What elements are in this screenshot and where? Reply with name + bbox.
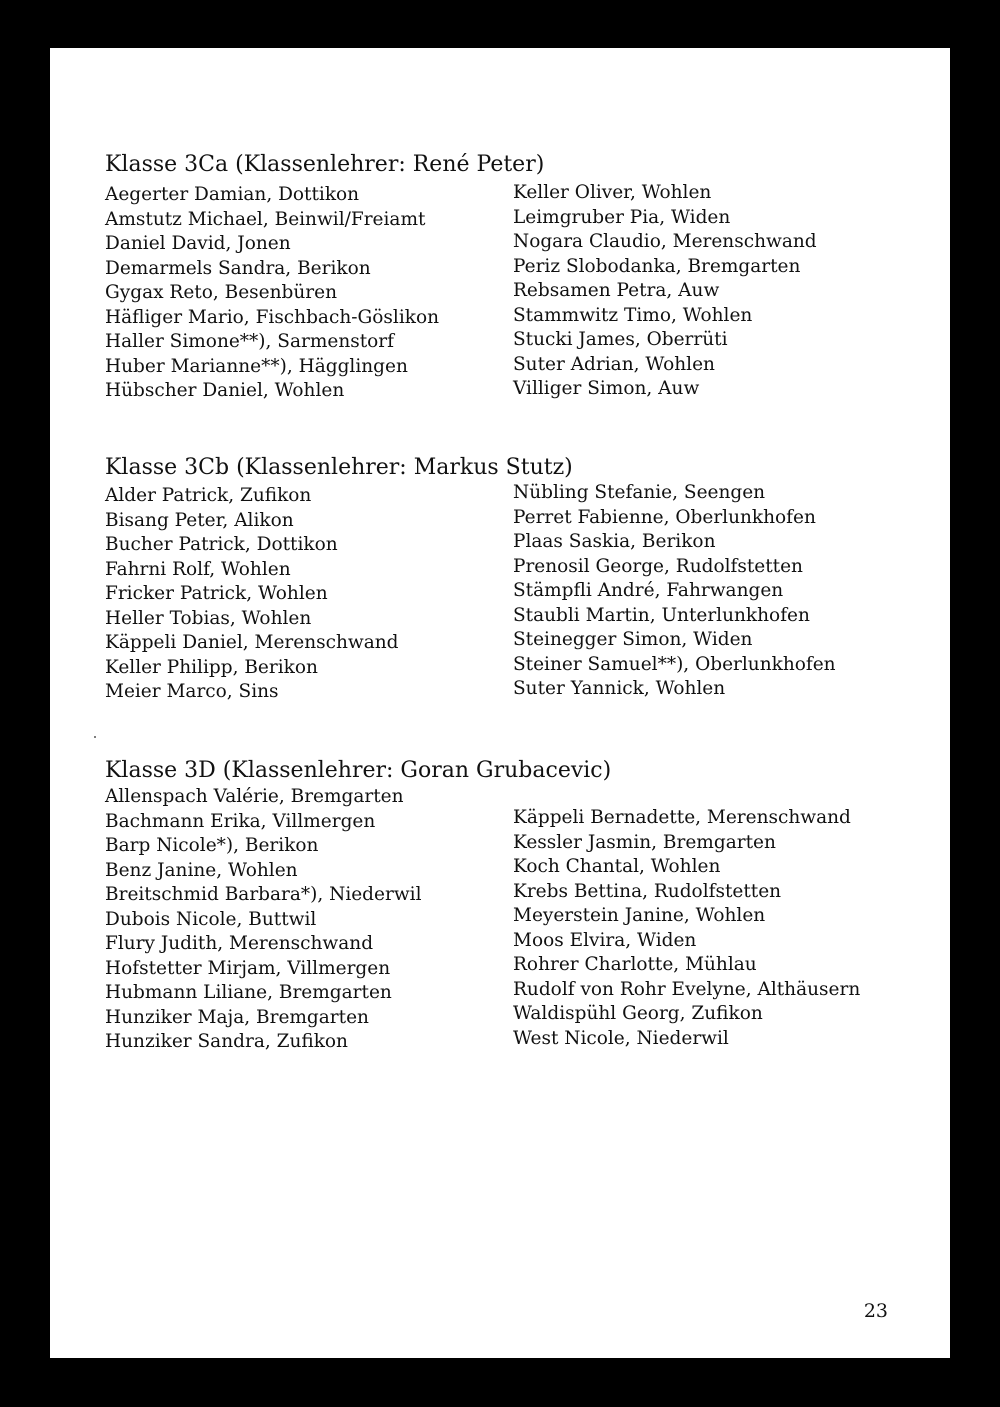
list-item: Krebs Bettina, Rudolfstetten — [513, 880, 782, 902]
list-item: Hübscher Daniel, Wohlen — [105, 380, 345, 401]
list-item: Demarmels Sandra, Berikon — [105, 257, 371, 279]
class-section-3cb — [105, 455, 905, 702]
list-item: Käppeli Bernadette, Merenschwand — [513, 807, 851, 828]
section-title: Klasse 3Cb (Klassenlehrer: Markus Stutz) — [105, 455, 573, 480]
list-item: Steinegger Simon, Widen — [513, 629, 753, 650]
list-item: Fricker Patrick, Wohlen — [105, 583, 328, 604]
list-item: Käppeli Daniel, Merenschwand — [105, 632, 399, 653]
list-item: Plaas Saskia, Berikon — [513, 531, 716, 552]
list-item: Flury Judith, Merenschwand — [105, 933, 374, 954]
list-item: Steiner Samuel**), Oberlunkhofen — [513, 653, 836, 675]
student-list-left — [105, 785, 422, 1055]
list-item: Rudolf von Rohr Evelyne, Althäusern — [513, 978, 861, 1000]
student-list-left — [105, 484, 399, 705]
list-item: Daniel David, Jonen — [105, 233, 291, 254]
class-section-3ca — [105, 152, 905, 401]
list-item: Allenspach Valérie, Bremgarten — [105, 786, 404, 807]
list-item: Barp Nicole*), Berikon — [105, 835, 319, 856]
list-item: Hunziker Sandra, Zufikon — [105, 1031, 348, 1052]
list-item: Haller Simone**), Sarmenstorf — [105, 331, 394, 352]
document-page — [50, 48, 950, 1358]
list-item: Meier Marco, Sins — [105, 681, 279, 702]
student-list-right — [513, 181, 817, 402]
list-item: Breitschmid Barbara*), Niederwil — [105, 884, 422, 905]
list-item: Waldispühl Georg, Zufikon — [513, 1003, 763, 1024]
student-list-left — [105, 183, 439, 404]
page-number: 23 — [863, 1300, 888, 1322]
list-item: Bucher Patrick, Dottikon — [105, 534, 338, 555]
list-item: Stammwitz Timo, Wohlen — [513, 304, 753, 326]
list-item: Suter Yannick, Wohlen — [513, 678, 726, 699]
list-item: Huber Marianne**), Hägglingen — [105, 355, 408, 377]
scan-speck — [94, 736, 96, 738]
list-item: Prenosil George, Rudolfstetten — [513, 555, 803, 577]
list-item: Aegerter Damian, Dottikon — [105, 184, 360, 205]
list-item: Rohrer Charlotte, Mühlau — [513, 954, 757, 975]
list-item: Hubmann Liliane, Bremgarten — [105, 982, 392, 1003]
list-item: West Nicole, Niederwil — [513, 1027, 729, 1049]
list-item: Leimgruber Pia, Widen — [513, 206, 731, 228]
list-item: Heller Tobias, Wohlen — [105, 607, 312, 629]
list-item: Hunziker Maja, Bremgarten — [105, 1006, 369, 1028]
list-item: Bachmann Erika, Villmergen — [105, 810, 376, 832]
list-item: Benz Janine, Wohlen — [105, 859, 298, 881]
section-title: Klasse 3D (Klassenlehrer: Goran Grubacevic) — [105, 758, 612, 783]
list-item: Moos Elvira, Widen — [513, 929, 697, 951]
list-item: Meyerstein Janine, Wohlen — [513, 905, 766, 926]
student-list-right — [513, 481, 836, 702]
list-item: Villiger Simon, Auw — [513, 378, 700, 399]
class-section-3d — [105, 758, 905, 1052]
list-item: Nübling Stefanie, Seengen — [513, 482, 766, 503]
student-list-right — [513, 806, 860, 1051]
list-item: Keller Oliver, Wohlen — [513, 182, 712, 203]
list-item: Gygax Reto, Besenbüren — [105, 282, 337, 303]
list-item: Perret Fabienne, Oberlunkhofen — [513, 506, 816, 528]
list-item: Stucki James, Oberrüti — [513, 329, 728, 350]
list-item: Dubois Nicole, Buttwil — [105, 908, 317, 930]
list-item: Bisang Peter, Alikon — [105, 509, 294, 531]
list-item: Alder Patrick, Zufikon — [105, 485, 312, 506]
list-item: Stämpfli André, Fahrwangen — [513, 580, 784, 601]
list-item: Fahrni Rolf, Wohlen — [105, 558, 291, 580]
list-item: Nogara Claudio, Merenschwand — [513, 231, 817, 252]
list-item: Koch Chantal, Wohlen — [513, 856, 721, 877]
list-item: Staubli Martin, Unterlunkhofen — [513, 604, 810, 626]
list-item: Periz Slobodanka, Bremgarten — [513, 255, 801, 277]
list-item: Suter Adrian, Wohlen — [513, 353, 715, 375]
list-item: Keller Philipp, Berikon — [105, 656, 318, 678]
list-item: Amstutz Michael, Beinwil/Freiamt — [105, 208, 426, 230]
list-item: Rebsamen Petra, Auw — [513, 280, 720, 301]
list-item: Häfliger Mario, Fischbach-Göslikon — [105, 306, 439, 328]
list-item: Hofstetter Mirjam, Villmergen — [105, 957, 391, 979]
list-item: Kessler Jasmin, Bremgarten — [513, 831, 776, 853]
section-title: Klasse 3Ca (Klassenlehrer: René Peter) — [105, 152, 545, 177]
